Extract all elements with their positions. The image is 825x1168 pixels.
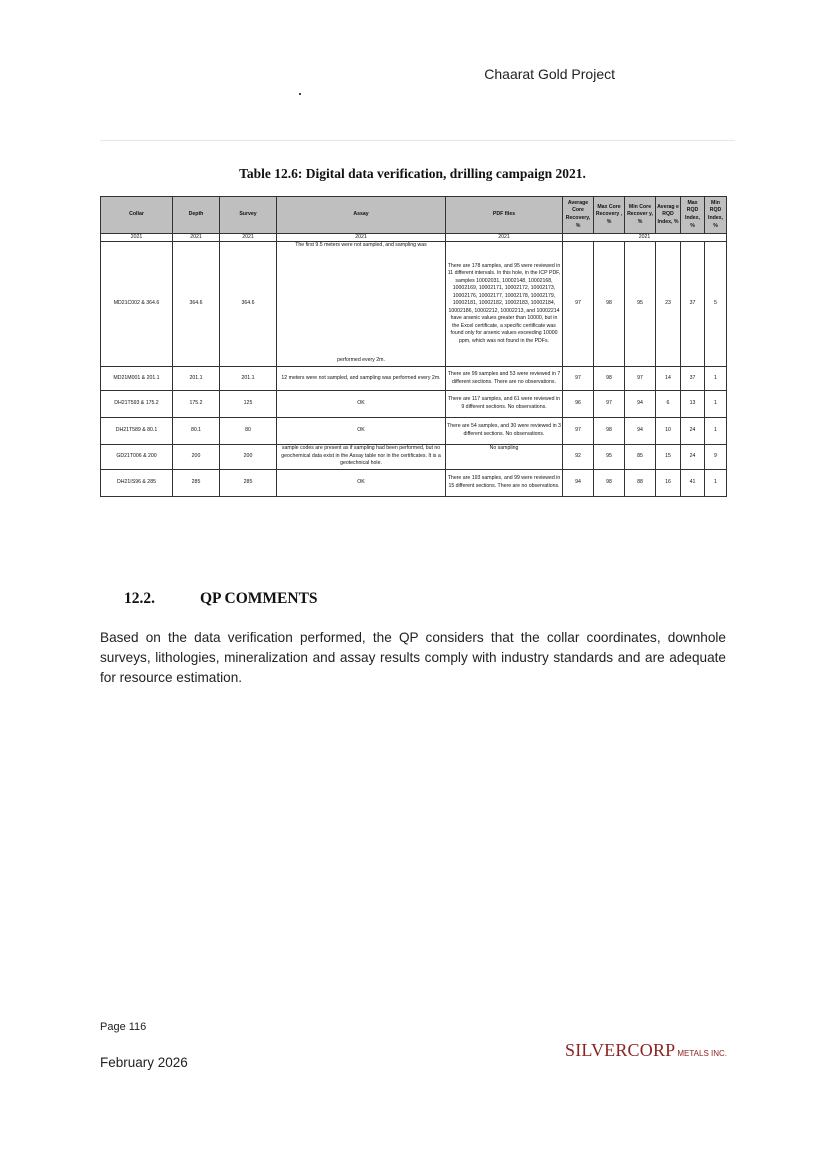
avg-core-cell: 97 [563, 242, 594, 367]
data-verification-table [100, 196, 727, 497]
depth-cell: 200 [173, 445, 220, 470]
logo-sub-text: METALS INC. [677, 1049, 728, 1058]
min-rqd-cell: 1 [705, 391, 727, 418]
section-number: 12.2. [124, 590, 155, 607]
header-survey: Survey [220, 197, 277, 234]
depth-cell: 175.2 [173, 391, 220, 418]
pdf-cell: There are 54 samples, and 30 were reviewed in 3 different sections. No observations. [446, 418, 563, 445]
max-rqd-cell: 24 [681, 445, 705, 470]
pdf-cell: There are 99 samples and 53 were reviewed in 7 different sections. There are no observations. [446, 367, 563, 391]
header-collar: Collar [101, 197, 173, 234]
survey-cell: 285 [220, 470, 277, 497]
table-row [101, 445, 727, 470]
avg-rqd-cell: 10 [656, 418, 681, 445]
min-core-cell: 97 [625, 367, 656, 391]
min-core-cell: 95 [625, 242, 656, 367]
section-heading [124, 590, 318, 608]
avg-core-cell: 92 [563, 445, 594, 470]
min-core-cell: 85 [625, 445, 656, 470]
header-min-core-recovery: Min Core Recover y, % [625, 197, 656, 234]
avg-rqd-cell: 14 [656, 367, 681, 391]
min-rqd-cell: 5 [705, 242, 727, 367]
table-row [101, 470, 727, 497]
min-core-cell: 94 [625, 391, 656, 418]
header-depth: Depth [173, 197, 220, 234]
min-rqd-cell: 1 [705, 470, 727, 497]
table-row [101, 418, 727, 445]
header-assay: Assay [277, 197, 446, 234]
assay-cell: 12 meters were not sampled, and sampling was performed every 2m. [277, 367, 446, 391]
year-cell: 2021 [446, 234, 563, 242]
min-rqd-cell: 9 [705, 445, 727, 470]
avg-core-cell: 94 [563, 470, 594, 497]
header-avg-rqd-index: Averag e RQD Index, % [656, 197, 681, 234]
collar-cell: MD21C002 & 364.6 [101, 242, 173, 367]
max-rqd-cell: 37 [681, 367, 705, 391]
year-cell-metrics: 2021 [563, 234, 727, 242]
survey-cell: 200 [220, 445, 277, 470]
page-number: Page 116 [100, 1021, 147, 1033]
qp-comments-paragraph: Based on the data verification performed, the QP considers that the collar coordinates, downhole surveys, lithologies, mineralization and assay results comply with industry standards and are adequate for resource estimation. [100, 630, 726, 686]
year-cell: 2021 [220, 234, 277, 242]
depth-cell: 364.6 [173, 242, 220, 367]
collar-cell: DH21T589 & 80.1 [101, 418, 173, 445]
collar-cell: GD21T006 & 200 [101, 445, 173, 470]
document-header-title: Chaarat Gold Project [484, 66, 615, 82]
min-rqd-cell: 1 [705, 367, 727, 391]
pdf-cell: There are 193 samples, and 99 were reviewed in 15 different sections. There are no observations. [446, 470, 563, 497]
pdf-cell: No sampling [446, 445, 563, 470]
depth-cell: 80.1 [173, 418, 220, 445]
year-cell: 2021 [173, 234, 220, 242]
table-row [101, 242, 727, 367]
header-pdf-files: PDF files [446, 197, 563, 234]
assay-note: performed every 2m. [337, 357, 385, 364]
survey-cell: 201.1 [220, 367, 277, 391]
collar-cell: DH21IS96 & 285 [101, 470, 173, 497]
collar-cell: DH21T593 & 175.2 [101, 391, 173, 418]
avg-core-cell: 97 [563, 367, 594, 391]
survey-cell: 125 [220, 391, 277, 418]
survey-cell: 364.6 [220, 242, 277, 367]
header-dot-mark [299, 93, 301, 95]
header-avg-core-recovery: Average Core Recovery, % [563, 197, 594, 234]
max-core-cell: 98 [594, 242, 625, 367]
avg-core-cell: 96 [563, 391, 594, 418]
avg-rqd-cell: 15 [656, 445, 681, 470]
max-rqd-cell: 37 [681, 242, 705, 367]
max-core-cell: 98 [594, 418, 625, 445]
min-rqd-cell: 1 [705, 418, 727, 445]
header-divider [100, 140, 735, 141]
header-max-rqd-index: Max RQD Index, % [681, 197, 705, 234]
table-caption: Table 12.6: Digital data verification, drilling campaign 2021. [239, 166, 586, 181]
max-rqd-cell: 41 [681, 470, 705, 497]
avg-rqd-cell: 16 [656, 470, 681, 497]
pdf-cell: There are 117 samples, and 61 were reviewed in 9 different sections. No observations. [446, 391, 563, 418]
depth-cell: 201.1 [173, 367, 220, 391]
table-row [101, 367, 727, 391]
assay-cell: OK [277, 418, 446, 445]
logo-main-text: SILVERCORP [565, 1040, 676, 1060]
section-title-text: QP COMMENTS [200, 590, 318, 607]
pdf-cell: There are 178 samples, and 95 were reviewed in 11 different intervals. In this hole, in the ICP PDF, samples 10002031, 10002148, 10002168, 10002169, 10002171, 10002172, 10002173, 10002176, 10002177, 10002178, 10002179, 10002181, 10002182, 10002183, 10002184, 10002186, 10002212, 10002213, and 10002214 have arsenic values greater than 10000, but in the Excel certificate, a specific certificate was found only for arsenic values exceeding 10000 ppm, which was not found in the PDFs. [446, 242, 563, 367]
collar-cell: MD21M001 & 201.1 [101, 367, 173, 391]
min-core-cell: 88 [625, 470, 656, 497]
max-core-cell: 95 [594, 445, 625, 470]
header-min-rqd-index: Min RQD Index, % [705, 197, 727, 234]
footer-date: February 2026 [100, 1055, 188, 1070]
table-year-row [101, 234, 727, 242]
max-rqd-cell: 24 [681, 418, 705, 445]
year-cell: 2021 [101, 234, 173, 242]
min-core-cell: 94 [625, 418, 656, 445]
assay-cell: sample codes are present as if sampling had been performed, but no geochemical data exist in the Assay table nor in the certificates. It is a geotechnical hole. [277, 445, 446, 470]
max-core-cell: 98 [594, 367, 625, 391]
assay-note: The first 9.5 meters were not sampled, and sampling was [295, 242, 427, 248]
silvercorp-logo [565, 1040, 727, 1061]
max-rqd-cell: 13 [681, 391, 705, 418]
max-core-cell: 98 [594, 470, 625, 497]
avg-core-cell: 97 [563, 418, 594, 445]
assay-cell: OK [277, 391, 446, 418]
depth-cell: 285 [173, 470, 220, 497]
max-core-cell: 97 [594, 391, 625, 418]
assay-cell [277, 242, 446, 367]
avg-rqd-cell: 23 [656, 242, 681, 367]
avg-rqd-cell: 6 [656, 391, 681, 418]
table-header-row [101, 197, 727, 234]
header-max-core-recovery: Max Core Recovery , % [594, 197, 625, 234]
survey-cell: 80 [220, 418, 277, 445]
year-cell: 2021 [277, 234, 446, 242]
table-row [101, 391, 727, 418]
assay-cell: OK [277, 470, 446, 497]
